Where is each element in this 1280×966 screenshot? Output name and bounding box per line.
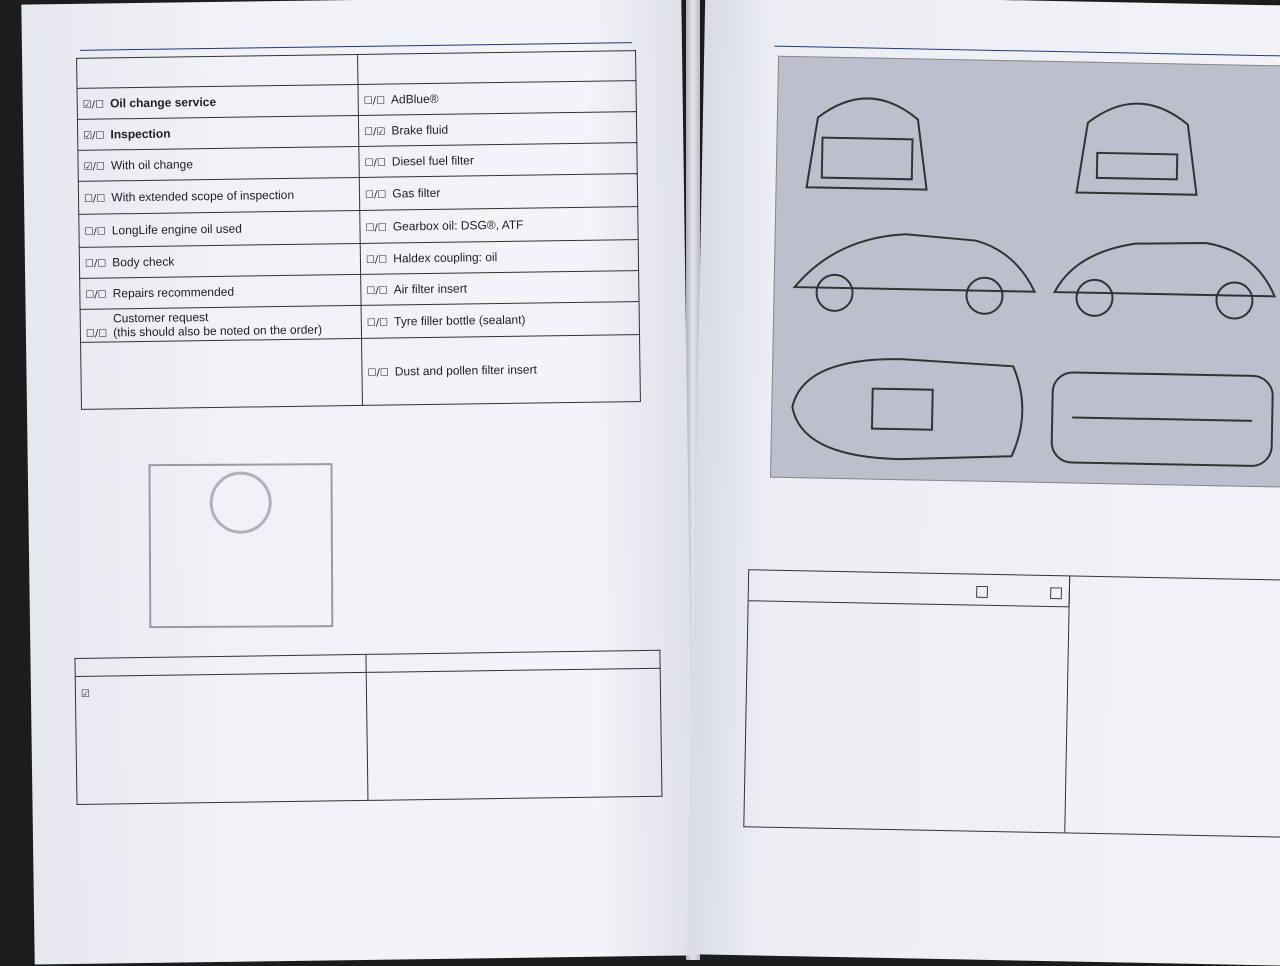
checkbox-checked-icon[interactable]: ☑: [81, 689, 90, 700]
service-date-cell: [81, 338, 363, 409]
symbol-legend: [755, 531, 1275, 541]
additional-item: [361, 302, 639, 339]
column-divider: [1064, 576, 1070, 832]
additional-item: [359, 174, 637, 211]
damage-question-row: [749, 570, 1071, 607]
stamp-line-1: [151, 537, 331, 538]
checkbox-icon[interactable]: ☐/☐: [365, 158, 386, 169]
vehicle-diagram: [770, 56, 1280, 488]
next-service-table: [74, 650, 662, 805]
checkbox-icon[interactable]: ☐/☐: [85, 289, 106, 300]
additional-item-label: Brake fluid: [391, 123, 448, 138]
additional-item: [358, 81, 636, 116]
additional-date-field[interactable]: [372, 677, 655, 681]
col-left-header: [77, 54, 358, 88]
stamp-line-2: [151, 537, 331, 538]
work-item-label: With extended scope of inspection: [111, 188, 294, 205]
checkbox-icon[interactable]: ☐/☐: [367, 368, 388, 379]
service-event-cell: [75, 672, 368, 804]
work-item: [77, 84, 358, 119]
dealer-stamp: [148, 463, 333, 628]
work-item: [78, 177, 359, 214]
checkbox-checked-icon[interactable]: ☑/☐: [83, 100, 104, 111]
additional-item: [360, 240, 638, 275]
checkbox-checked-icon[interactable]: ☐/☑: [364, 127, 385, 138]
or-label: [372, 677, 655, 681]
no-checkbox[interactable]: ☐: [1049, 584, 1064, 604]
car-front-view: [1077, 103, 1199, 195]
additional-km-field[interactable]: [372, 677, 655, 681]
service-table: [76, 50, 641, 410]
additional-item: [359, 143, 637, 178]
stamp-line-4: [151, 537, 331, 538]
checkbox-checked-icon[interactable]: ☑/☐: [83, 131, 104, 142]
additional-item-label: Haldex coupling: oil: [393, 250, 497, 265]
next-km-row: [82, 729, 362, 759]
car-side-view-left: [795, 232, 1036, 292]
service-rows: [77, 81, 640, 410]
work-item-label: Oil change service: [110, 95, 216, 110]
work-item-label: With oil change: [111, 157, 193, 172]
checkbox-icon[interactable]: ☐/☐: [84, 226, 105, 237]
checkbox-icon[interactable]: ☐/☐: [366, 286, 387, 297]
work-item: [79, 210, 360, 247]
additional-item-label: AdBlue®: [391, 92, 439, 107]
work-item: [77, 115, 358, 150]
checkbox-icon[interactable]: ☐/☐: [365, 223, 386, 234]
checkbox-icon[interactable]: ☐/☐: [85, 258, 106, 269]
additional-item-label: Gas filter: [392, 186, 440, 201]
vw-logo-icon: [210, 471, 272, 533]
next-date-row: [81, 703, 361, 733]
additional-item-label: Dust and pollen filter insert: [395, 362, 537, 378]
car-top-view: [791, 357, 1023, 461]
checkbox-icon[interactable]: ☐/☐: [364, 96, 385, 107]
work-item-label: Body check: [112, 255, 174, 270]
additional-item: [361, 271, 639, 306]
additional-item-label: Air filter insert: [394, 281, 468, 296]
checkbox-icon[interactable]: ☐/☐: [365, 190, 386, 201]
additional-item: [362, 335, 641, 406]
work-item: [79, 243, 360, 278]
right-page: [687, 0, 1280, 966]
checkbox-icon[interactable]: ☐/☐: [367, 318, 388, 329]
work-item-label: LongLife engine oil used: [112, 222, 242, 238]
work-item: [80, 274, 361, 309]
car-outlines-svg: [771, 57, 1280, 487]
additional-work-cell: [366, 668, 662, 800]
checkbox-icon[interactable]: ☐/☐: [86, 328, 107, 339]
damage-box: [743, 569, 1280, 837]
additional-item-label: Diesel fuel filter: [392, 153, 474, 168]
col-right-header: [358, 51, 636, 85]
yes-checkbox[interactable]: ☐: [975, 583, 990, 603]
work-item-label: Repairs recommended: [113, 285, 235, 301]
title-rule: [774, 46, 1280, 57]
additional-item-label: Tyre filler bottle (sealant): [394, 313, 526, 329]
additional-item: [360, 207, 638, 244]
interval-row[interactable]: [81, 677, 361, 707]
service-row: [81, 335, 641, 410]
car-rear-view: [807, 97, 929, 189]
additional-item: [358, 112, 636, 147]
work-item-label: Customer request (this should also be noted on the order): [113, 308, 322, 339]
additional-dots[interactable]: [372, 677, 655, 681]
checkbox-checked-icon[interactable]: ☑/☐: [84, 162, 105, 173]
stamp-line-3: [151, 537, 331, 538]
left-page: [21, 0, 694, 965]
checkbox-icon[interactable]: ☐/☐: [84, 194, 105, 205]
additional-item-label: Gearbox oil: DSG®, ATF: [393, 218, 524, 234]
title-rule: [80, 42, 632, 51]
car-side-view-right: [1055, 240, 1276, 296]
checkbox-icon[interactable]: ☐/☐: [366, 255, 387, 266]
work-item-label: Inspection: [110, 127, 170, 142]
work-item: [78, 146, 359, 181]
work-item: [80, 305, 361, 342]
